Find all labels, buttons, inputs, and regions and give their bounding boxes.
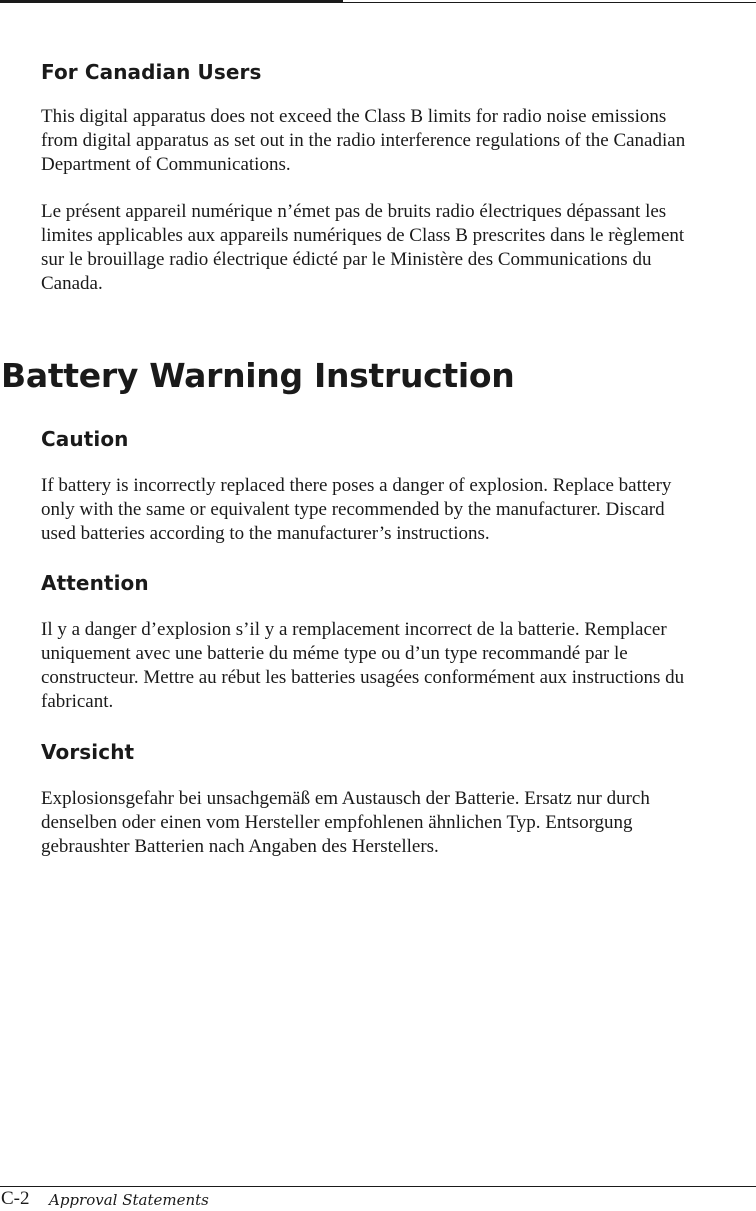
- paragraph-line: Le présent appareil numérique n’émet pas de bruits radio électriques dépassant les: [41, 201, 667, 222]
- battery-warning-title: Battery Warning Instruction: [1, 356, 515, 395]
- paragraph-line: This digital apparatus does not exceed the Class B limits for radio noise emissions: [41, 106, 667, 127]
- paragraph-line: uniquement avec une batterie du méme type ou d’un type recommandé par le: [41, 643, 628, 664]
- paragraph-line: constructeur. Mettre au rébut les batteries usagées conformément aux instructions du: [41, 667, 685, 688]
- paragraph-line: If battery is incorrectly replaced there poses a danger of explosion. Replace battery: [41, 475, 672, 496]
- paragraph-line: limites applicables aux appareils numériques de Class B prescrites dans le règlement: [41, 225, 685, 246]
- canadian-english-paragraph: [41, 105, 756, 177]
- header-rule-thin: [343, 2, 756, 3]
- attention-paragraph: [41, 618, 756, 714]
- paragraph-line: Canada.: [41, 273, 103, 294]
- footer-rule: [0, 1186, 756, 1187]
- paragraph-line: denselben oder einen vom Hersteller empfohlenen ähnlichen Typ. Entsorgung: [41, 812, 633, 833]
- paragraph-line: Department of Communications.: [41, 154, 291, 175]
- caution-paragraph: [41, 474, 756, 546]
- vorsicht-paragraph: [41, 787, 756, 859]
- canadian-users-heading: For Canadian Users: [41, 60, 262, 84]
- paragraph-line: sur le brouillage radio électrique édicté par le Ministère des Communications du: [41, 249, 652, 270]
- canadian-french-paragraph: [41, 200, 756, 296]
- paragraph-line: fabricant.: [41, 691, 114, 712]
- vorsicht-heading: Vorsicht: [41, 740, 135, 764]
- caution-heading: Caution: [41, 427, 129, 451]
- paragraph-line: used batteries according to the manufacturer’s instructions.: [41, 523, 490, 544]
- footer-section-title: Approval Statements: [49, 1191, 209, 1209]
- header-rule-thick: [0, 0, 343, 3]
- footer-page-number: C-2: [1, 1188, 30, 1209]
- paragraph-line: Il y a danger d’explosion s’il y a remplacement incorrect de la batterie. Remplacer: [41, 619, 667, 640]
- paragraph-line: from digital apparatus as set out in the radio interference regulations of the Canadian: [41, 130, 686, 151]
- paragraph-line: only with the same or equivalent type recommended by the manufacturer. Discard: [41, 499, 665, 520]
- paragraph-line: gebraushter Batterien nach Angaben des Herstellers.: [41, 836, 439, 857]
- paragraph-line: Explosionsgefahr bei unsachgemäß em Austausch der Batterie. Ersatz nur durch: [41, 788, 650, 809]
- attention-heading: Attention: [41, 571, 149, 595]
